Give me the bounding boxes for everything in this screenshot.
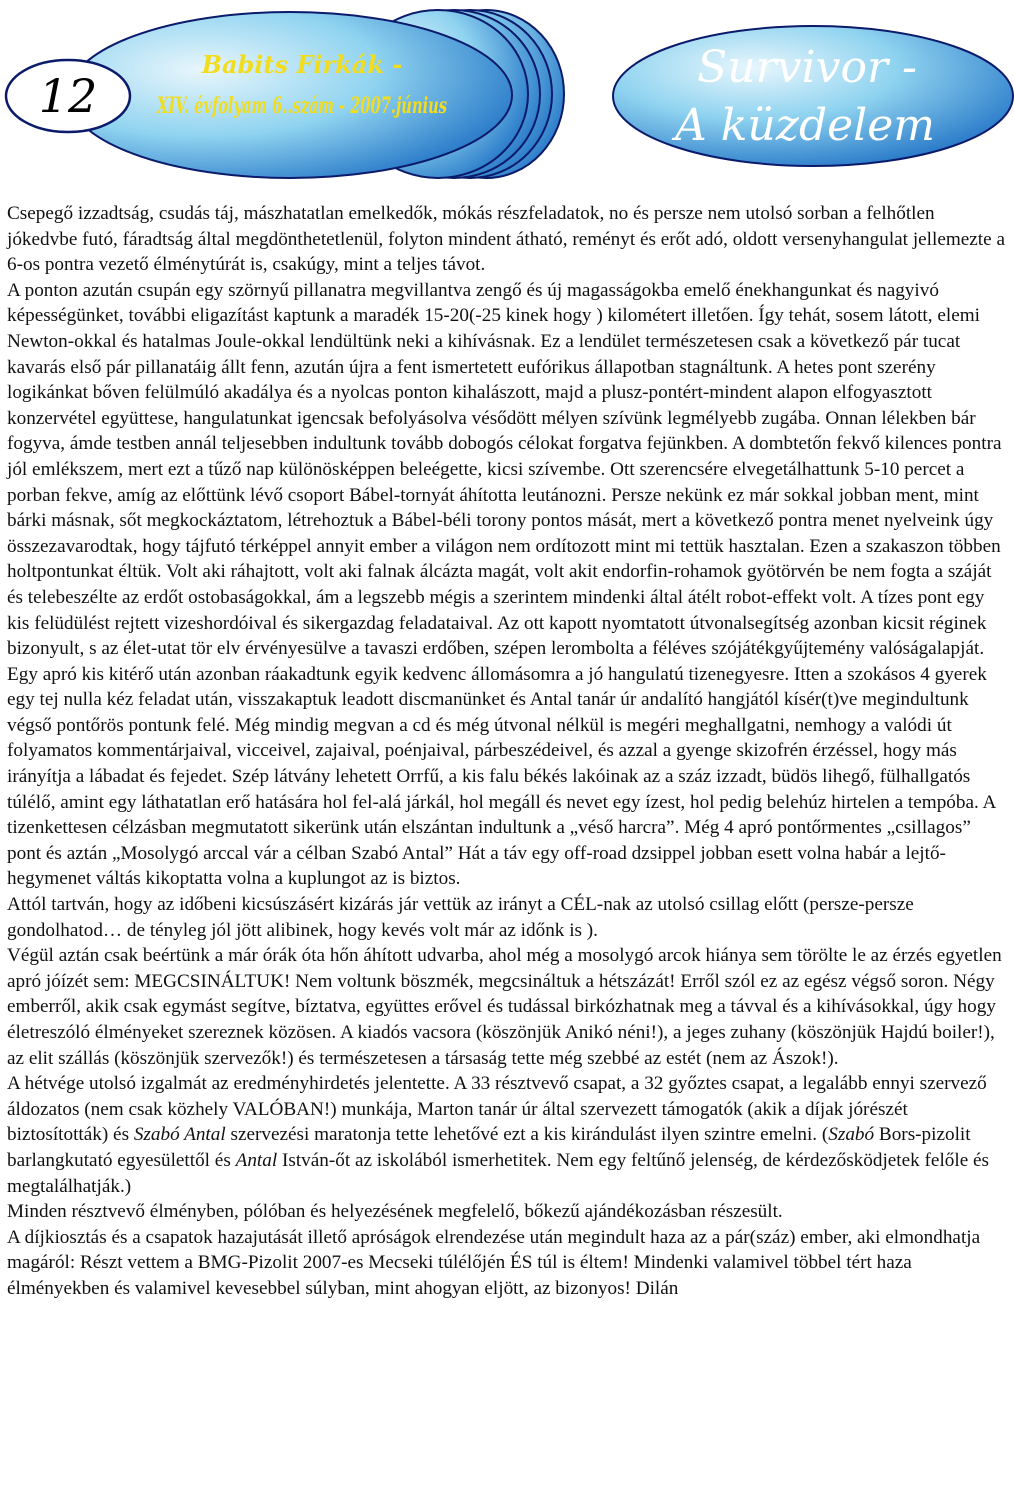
article-paragraph <box>7 943 1009 1071</box>
title-ellipse <box>613 26 1013 166</box>
paragraph-text: Bors-pizolit barlangkutató egyesülettől és <box>7 1124 971 1171</box>
article-paragraph <box>7 1071 1009 1199</box>
page-number: 12 <box>38 69 98 123</box>
paragraph-text: A hétvége utolsó izgalmát az eredményhirdetés jelentette. A 33 résztvevő csapat, a 32 győztes csapat, a legalább ennyi szervező áldozatos (nem csak közhely VALÓBAN!) munkája, Marton tanár úr által szervezett támogatók (akik a díjak jórészét biztosították) és <box>7 1073 987 1146</box>
article-paragraph <box>7 201 1009 278</box>
article-title-line-1: Survivor - <box>697 42 917 93</box>
paragraph-text: A díjkiosztás és a csapatok hazajutását illető apróságok elrendezése után megindult haza az a pár(száz) ember, aki elmondhatja magáról: Részt vettem a BMG-Pizolit 2007-es Mecseki túlélőjén ÉS túl is éltem! Mindenki valamivel többel tért haza élményekben és valamivel kevesebbel súlyban, mint ahogyan eljött, az bizonyos! Dilán <box>7 1226 981 1299</box>
article-paragraph <box>7 1199 1009 1225</box>
italic-name: Szabó Antal <box>133 1124 226 1146</box>
paragraph-text: A ponton azután csupán egy szörnyű pillanatra megvillantva zengő és új magasságokba emelő énekhangunkat és nagyivó képességünket, további eligazítást kaptunk a maradék 15-20(-25 kinek hogy ) kilométert illetően. Így tehát, sosem látott, elemi Newton-okkal és hatalmas Joule-okkal lendültünk neki a kihívásnak. Ez a lendület természetesen csak a következő pár tucat kavarás első pár pillanatáig állt fenn, azután újra a fent ismertetett eufórikus állapotban stagnáltunk. A hetes pont szerény logikánkat bőven felülmúló akadálya és a nyolcas ponton kihalászott, majd a plusz-pontért-mindent alapon elfogyasztott konzervétel együttese, hangulatunkat igencsak befolyásolva vésődött mélyen szívünk legmélyebb zugába. Onnan lélekben bár fogyva, ámde testben annál teljesebben indultunk tovább dobogós célokat forgatva fejünkben. A dombtetőn fekvő kilences pontra jól emlékszem, mert ezt a tűző nap különösképpen beleégette, kicsi szívembe. Ott szerencsére elvegetálhattunk 5-10 percet a porban fekve, amíg az előttünk lévő csoport Bábel-tornyát áhította leutánozni. Persze nekünk ez már sokkal jobban ment, mint bárki másnak, sőt megkockáztatom, létrehoztuk a Bábel-béli torony pontos mását, mert a következő pontra menet nyelveink úgy összezavarodtak, hogy tájfutó térképpel annyit ember a világon nem ordítozott mint mi tettük hasztalan. Ezen a szakaszon többen holtpontunkat éltük. Volt aki ráhajtott, volt aki falnak álcázta magát, volt akit endorfin-rohamok gyötörvén be nem fogta a száját és telebeszélte az erdőt ostobaságokkal, ám a legszebb mégis a szerintem mindenki által átélt robot-effekt volt. A tízes pont egy kis felüdülést rejtett vizeshordóival és sikergazdag feladataival. Az ott kapott nyomtatott útvonalsegítség azonban kicsit réginek bizonyult, s az élet-utat tör elv érvényesülve a tavaszi erdőben, szépen lerombolta a féléves szójátékgyűjtemény valóságalapját. Egy apró kis kitérő után azonban ráakadtunk egyik kedvenc állomásomra a jó hangulatú tizenegyesre. Itten a szokásos 4 gyerek egy tej nulla kéz feladat után, visszakaptuk leadott discmanünket és Antal tanár úr andalító hangjától kísér(t)ve megindultunk végső pontőrös pontunk felé. Még mindig megvan a cd és még útvonal nélkül is megéri meghallgatni, nemhogy a valódi út folyamatos kommentárjaival, vicceivel, zajaival, poénjaival, párbeszédeivel, és azzal a gyenge skizofrén érzéssel, hogy más irányítja a lábadat és fejedet. Szép látvány lehetett Orrfű, a kis falu békés lakóinak az a száz izzadt, büdös lihegő, fülhallgatós túlélő, amint egy láthatatlan erő hatására hol fel-alá járkál, hol megáll és nevet egy ízest, hol pedig belehúz hirtelen a tempóba. A tizenkettesen célzásban megmutatott sikerünk után elszántan indultunk a „véső harcra”. Még 4 apró pontőrmentes „csillagos” pont és aztán „Mosolygó arccal vár a célban Szabó Antal” Hát a táv egy off-road dzsippel jobban esett volna habár a lejtő-hegymenet váltás kikoptatta volna a kuplungot az is biztos. <box>7 279 1002 890</box>
page-header <box>0 0 1014 200</box>
paragraph-text: szervezési maratonja tette lehetővé ezt a kis kirándulást ilyen szintre emelni. ( <box>225 1124 829 1146</box>
italic-name: Szabó <box>828 1124 875 1146</box>
page-number-badge <box>6 60 130 132</box>
italic-name: Antal <box>235 1149 278 1171</box>
paragraph-text: Csepegő izzadtság, csudás táj, mászhatatlan emelkedők, mókás részfeladatok, no és persze nem utolsó sorban a felhőtlen jókedvbe futó, fáradtság által megdönthetetlenül, folyton mindent átható, reményt és erőt adó, oldott versenyhangulat jellemezte a 6-os pontra vezető élménytúrát is, csakúgy, mint a teljes távot. <box>7 203 1005 276</box>
article-paragraph <box>7 278 1009 892</box>
masthead-line-1: Babits Firkák - <box>201 50 403 79</box>
paragraph-text: Végül aztán csak beértünk a már órák óta hőn áhított udvarba, ahol még a mosolygó arcok hiánya sem törölte le az érzés egyetlen apró jóízét sem: MEGCSINÁLTUK! Nem voltunk böszmék, megcsináltuk a hétszázát! Erről szól ez az egész végső soron. Négy emberről, akik csak egymást segítve, bíztatva, együttes erővel és tudással birkózhatnak meg a távval és a kihívásokkal, úgy hogy életreszóló élményeket szereznek közösen. A kiadós vacsora (köszönjük Anikó néni!), a jeges zuhany (köszönjük Hajdú boiler!), az elit szállás (köszönjük szervezők!) és természetesen a társaság tette még szebbé az estét (nem az Ászok!). <box>7 945 1002 1069</box>
paragraph-text: Attól tartván, hogy az időbeni kicsúszásért kizárás jár vettük az irányt a CÉL-nak az utolsó csillag előtt (persze-persze gondolhatod… de tényleg jól jött alibinek, hogy kevés volt már az időnk is ). <box>7 894 914 941</box>
article-body <box>7 201 1009 1302</box>
paragraph-text: István-őt az iskolából ismerhetitek. Nem egy feltűnő jelenség, de kérdezősködjetek felőle és megtalálhatják.) <box>7 1149 990 1197</box>
header-graphic <box>0 0 1014 200</box>
masthead-line-2: XIV. évfolyam 6..szám - 2007.június <box>155 93 447 119</box>
article-paragraph <box>7 1225 1009 1302</box>
article-paragraph <box>7 892 1009 943</box>
paragraph-text: Minden résztvevő élményben, pólóban és helyezésének megfelelő, bőkezű ajándékozásban részesült. <box>7 1201 783 1223</box>
article-title-line-2: A küzdelem <box>675 100 935 151</box>
